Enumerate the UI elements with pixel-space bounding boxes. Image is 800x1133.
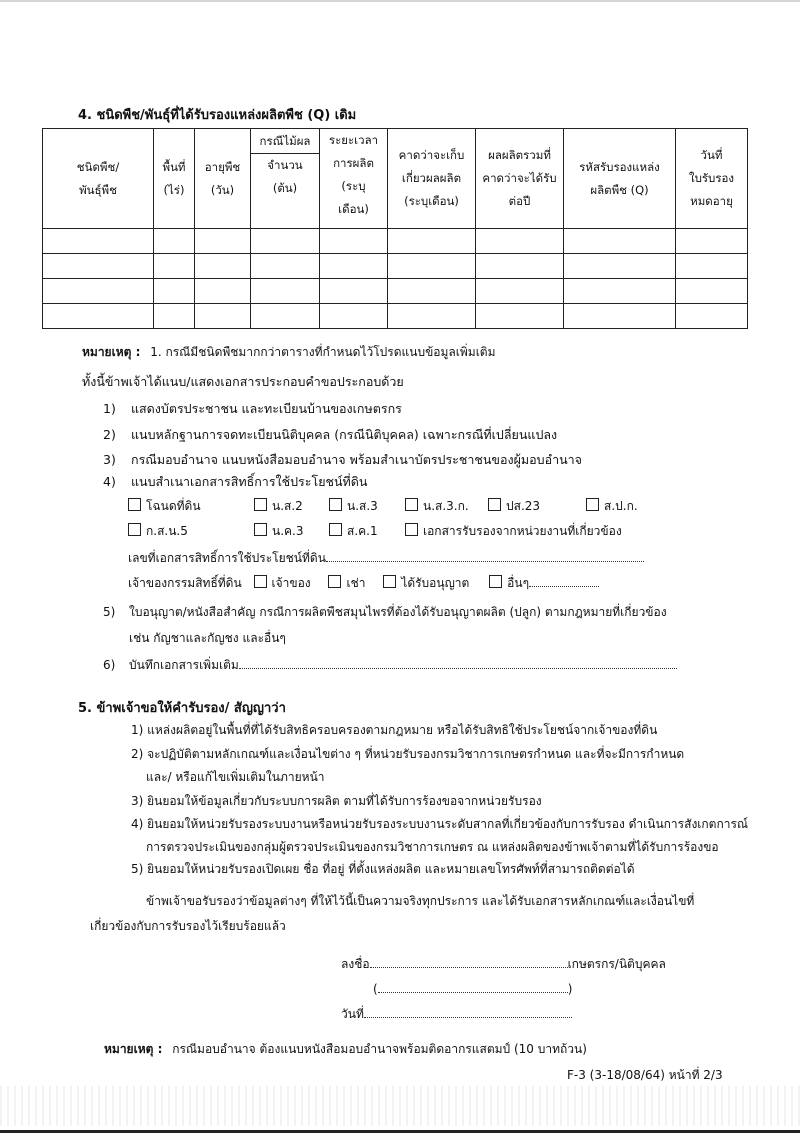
table-cell[interactable] [564,254,676,279]
pledge-item-5: 5) ยินยอมให้หน่วยรับรองเปิดเผย ชื่อ ที่อยู่ ที่ตั้งแหล่งผลิต และหมายเลขโทรศัพท์ที่สามารถติดต่อได้ [131,862,635,876]
header-tree-count: จำนวน (ต้น) [251,154,320,229]
declaration-line-2: เกี่ยวข้องกับการรับรองไว้เรียบร้อยแล้ว [90,919,286,933]
checkbox[interactable] [128,498,141,511]
land-doc-agency-cert[interactable]: เอกสารรับรองจากหน่วยงานที่เกี่ยวข้อง [405,522,622,541]
table-row [43,254,748,279]
attachment-item-6[interactable]: 6) บันทึกเอกสารเพิ่มเติม [103,656,677,675]
section-5-heading: 5. ข้าพเจ้าขอให้คำรับรอง/ สัญญาว่า [78,701,286,716]
table-cell[interactable] [476,279,564,304]
checkbox[interactable] [329,523,342,536]
table-cell[interactable] [676,229,748,254]
checkbox[interactable] [254,575,267,588]
table-cell[interactable] [43,229,154,254]
table-cell[interactable] [251,304,320,329]
header-age: อายุพืช (วัน) [195,129,251,229]
crop-table [42,128,748,329]
table-row [43,304,748,329]
table-cell[interactable] [195,304,251,329]
land-doc-deed[interactable]: โฉนดที่ดิน [128,497,201,516]
checkbox[interactable] [383,575,396,588]
checkbox[interactable] [489,575,502,588]
ownership-permitted[interactable]: ได้รับอนุญาต [383,576,469,590]
checkbox[interactable] [405,498,418,511]
attachment-item-1: 1) แสดงบัตรประชาชน และทะเบียนบ้านของเกษตรกร [103,401,402,416]
checkbox[interactable] [328,575,341,588]
checkbox[interactable] [254,498,267,511]
table-cell[interactable] [43,304,154,329]
table-cell[interactable] [320,279,388,304]
attachment-item-3: 3) กรณีมอบอำนาจ แนบหนังสือมอบอำนาจ พร้อมสำเนาบัตรประชาชนของผู้มอบอำนาจ [103,452,583,467]
ownership-other[interactable]: อื่นๆ [489,576,599,590]
declaration-line-1: ข้าพเจ้าขอรับรองว่าข้อมูลต่างๆ ที่ให้ไว้นี้เป็นความจริงทุกประการ และได้รับเอกสารหลักเกณฑ์และเงื่อนไขที่ [146,894,695,908]
table-cell[interactable] [564,279,676,304]
table-cell[interactable] [154,254,195,279]
table-cell[interactable] [251,279,320,304]
signature-field[interactable]: ลงชื่อ เกษตรกร/นิติบุคคล [341,957,666,971]
header-harvest: คาดว่าจะเก็บ เกี่ยวผลผลิต (ระบุเดือน) [388,129,476,229]
header-expiry: วันที่ ใบรับรอง หมดอายุ [676,129,748,229]
table-row [43,279,748,304]
land-doc-ns3[interactable]: น.ส.3 [329,497,378,516]
pledge-item-4-cont: การตรวจประเมินของกลุ่มผู้ตรวจประเมินของกรมวิชาการเกษตร ณ แหล่งผลิตของข้าพเจ้าตามที่ได้รับการร้องขอ [146,840,719,854]
table-note: หมายเหตุ : 1. กรณีมีชนิดพืชมากกว่าตารางที่กำหนดไว้โปรดแนบข้อมูลเพิ่มเติม [82,345,496,359]
section-4-heading: 4. ชนิดพืช/พันธุ์ที่ได้รับรองแหล่งผลิตพืช (Q) เดิม [78,108,357,123]
table-cell[interactable] [195,279,251,304]
table-cell[interactable] [676,254,748,279]
header-yield: ผลผลิตรวมที่ คาดว่าจะได้รับ ต่อปี [476,129,564,229]
ownership-owner[interactable]: เจ้าของ [254,576,311,590]
table-cell[interactable] [388,279,476,304]
table-cell[interactable] [476,304,564,329]
table-cell[interactable] [476,254,564,279]
attachment-item-4: 4) แนบสำเนาเอกสารสิทธิ์การใช้ประโยชน์ที่ดิน [103,474,368,489]
table-cell[interactable] [251,229,320,254]
footer-note: หมายเหตุ : กรณีมอบอำนาจ ต้องแนบหนังสือมอบอำนาจพร้อมติดอากรแสตมป์ (10 บาทถ้วน) [104,1042,587,1056]
attachment-item-5: 5) ใบอนุญาต/หนังสือสำคัญ กรณีการผลิตพืชสมุนไพรที่ต้องได้รับอนุญาตผลิต (ปลูก) ตามกฎหมายที่เกี่ยวข้อง [103,605,667,619]
table-cell[interactable] [195,254,251,279]
land-doc-ksn5[interactable]: ก.ส.น.5 [128,522,188,541]
attachment-item-5-cont: เช่น กัญชาและกัญชง และอื่นๆ [129,631,286,645]
ownership-rent[interactable]: เช่า [328,576,365,590]
table-cell[interactable] [154,279,195,304]
header-period: ระยะเวลา การผลิต (ระบุ เดือน) [320,129,388,229]
header-crop: ชนิดพืช/ พันธุ์พืช [43,129,154,229]
checkbox[interactable] [586,498,599,511]
attachments-intro: ทั้งนี้ข้าพเจ้าได้แนบ/แสดงเอกสารประกอบคำขอประกอบด้วย [82,374,404,389]
table-cell[interactable] [676,304,748,329]
land-doc-spk[interactable]: ส.ป.ก. [586,497,638,516]
checkbox[interactable] [329,498,342,511]
table-cell[interactable] [43,279,154,304]
header-fruit-group: กรณีไม้ผล [251,129,320,154]
table-cell[interactable] [388,229,476,254]
scan-edge-top [0,0,800,2]
pledge-item-3: 3) ยินยอมให้ข้อมูลเกี่ยวกับระบบการผลิต ตามที่ได้รับการร้องขอจากหน่วยรับรอง [131,794,542,808]
pledge-item-2-cont: และ/ หรือแก้ไขเพิ่มเติมในภายหน้า [146,770,325,784]
table-cell[interactable] [564,304,676,329]
table-row [43,229,748,254]
land-doc-number-field[interactable]: เลขที่เอกสารสิทธิ์การใช้ประโยชน์ที่ดิน [128,549,644,568]
land-doc-ns2[interactable]: น.ส.2 [254,497,303,516]
table-cell[interactable] [388,304,476,329]
checkbox[interactable] [488,498,501,511]
land-doc-ns3k[interactable]: น.ส.3.ก. [405,497,469,516]
table-cell[interactable] [320,254,388,279]
checkbox[interactable] [254,523,267,536]
table-cell[interactable] [676,279,748,304]
checkbox[interactable] [405,523,418,536]
table-cell[interactable] [154,229,195,254]
table-cell[interactable] [43,254,154,279]
pledge-item-2: 2) จะปฏิบัติตามหลักเกณฑ์และเงื่อนไขต่าง ๆ ที่หน่วยรับรองกรมวิชาการเกษตรกำหนด และที่จะมีการกำหนด [131,747,685,761]
table-cell[interactable] [251,254,320,279]
signature-date-field[interactable]: วันที่ [341,1005,572,1024]
ownership-row: เจ้าของกรรมสิทธิ์ที่ดิน เจ้าของ เช่า ได้รับอนุญาต อื่นๆ [128,574,599,593]
table-cell[interactable] [564,229,676,254]
pledge-item-4: 4) ยินยอมให้หน่วยรับรองระบบงานหรือหน่วยรับรองระบบงานระดับสากลที่เกี่ยวข้องกับการรับรอง ดำเนินการสังเกตการณ์ [131,817,749,831]
header-cert-code: รหัสรับรองแหล่ง ผลิตพืช (Q) [564,129,676,229]
table-cell[interactable] [476,229,564,254]
scan-noise [0,1086,800,1126]
form-code: F-3 (3-18/08/64) หน้าที่ 2/3 [567,1068,723,1082]
table-cell[interactable] [195,229,251,254]
table-cell[interactable] [154,304,195,329]
land-doc-nk3[interactable]: น.ค.3 [254,522,304,541]
signature-name-field[interactable]: ( ) [373,982,573,996]
pledge-item-1: 1) แหล่งผลิตอยู่ในพื้นที่ที่ได้รับสิทธิครอบครองตามกฎหมาย หรือได้รับสิทธิใช้ประโยชน์จากเจ้าของที่ดิน [131,723,658,737]
table-cell[interactable] [320,229,388,254]
header-area: พื้นที่ (ไร่) [154,129,195,229]
table-cell[interactable] [320,304,388,329]
land-doc-sk1[interactable]: ส.ค.1 [329,522,378,541]
table-cell[interactable] [388,254,476,279]
land-doc-ps23[interactable]: ปส.23 [488,497,540,516]
attachment-item-2: 2) แนบหลักฐานการจดทะเบียนนิติบุคคล (กรณีนิติบุคคล) เฉพาะกรณีที่เปลี่ยนแปลง [103,427,558,442]
checkbox[interactable] [128,523,141,536]
